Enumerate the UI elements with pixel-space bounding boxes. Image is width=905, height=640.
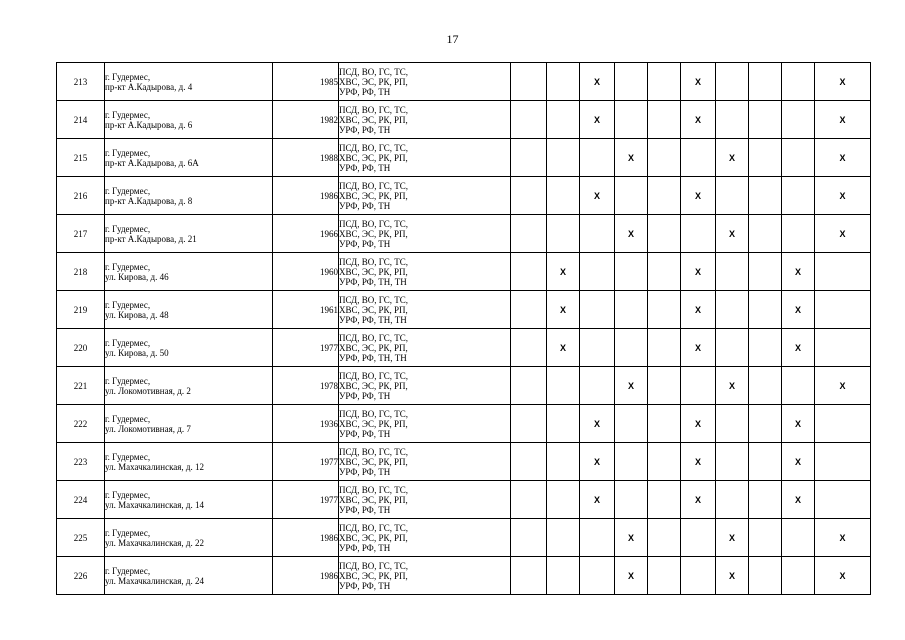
services-line-2: ХВС, ЭС, РК, РП, <box>339 342 408 353</box>
year-built: 1966 <box>273 215 339 253</box>
mark-cell: X <box>815 101 871 139</box>
mark-cell: X <box>681 405 716 443</box>
address-street: ул. Локомотивная, д. 2 <box>105 385 191 396</box>
mark-cell <box>511 481 547 519</box>
services-line-1: ПСД, ВО, ГС, ТС, <box>339 142 409 153</box>
services-cell <box>339 101 511 139</box>
services-line-3: УРФ, РФ, ТН <box>339 466 391 477</box>
address-cell <box>105 519 273 557</box>
mark-cell: X <box>615 367 648 405</box>
services-line-2: ХВС, ЭС, РК, РП, <box>339 76 408 87</box>
mark-cell <box>749 139 782 177</box>
services-line-1: ПСД, ВО, ГС, ТС, <box>339 294 409 305</box>
address-cell <box>105 63 273 101</box>
mark-cell: X <box>815 215 871 253</box>
services-line-2: ХВС, ЭС, РК, РП, <box>339 494 408 505</box>
services-line-1: ПСД, ВО, ГС, ТС, <box>339 560 409 571</box>
year-built: 1977 <box>273 443 339 481</box>
address-city: г. Гудермес, <box>105 489 151 500</box>
row-number: 216 <box>57 177 105 215</box>
services-line-2: ХВС, ЭС, РК, РП, <box>339 418 408 429</box>
building-registry-table <box>56 62 871 595</box>
address-cell <box>105 481 273 519</box>
row-number: 220 <box>57 329 105 367</box>
mark-cell <box>716 177 749 215</box>
row-number: 223 <box>57 443 105 481</box>
row-number: 214 <box>57 101 105 139</box>
mark-cell <box>511 291 547 329</box>
mark-cell <box>648 63 681 101</box>
mark-cell <box>716 291 749 329</box>
services-cell <box>339 405 511 443</box>
mark-cell <box>511 443 547 481</box>
year-built: 1986 <box>273 557 339 595</box>
address-street: пр-кт А.Кадырова, д. 6А <box>105 157 199 168</box>
mark-cell <box>681 367 716 405</box>
address-cell <box>105 557 273 595</box>
mark-cell: X <box>782 253 815 291</box>
services-line-3: УРФ, РФ, ТН <box>339 428 391 439</box>
mark-cell <box>511 101 547 139</box>
address-cell <box>105 177 273 215</box>
mark-cell <box>782 177 815 215</box>
services-cell <box>339 519 511 557</box>
services-cell <box>339 481 511 519</box>
address-cell <box>105 215 273 253</box>
mark-cell <box>815 253 871 291</box>
table-row <box>57 519 871 557</box>
row-number: 226 <box>57 557 105 595</box>
mark-cell <box>547 63 580 101</box>
row-number: 219 <box>57 291 105 329</box>
mark-cell <box>749 481 782 519</box>
mark-cell: X <box>716 557 749 595</box>
services-line-2: ХВС, ЭС, РК, РП, <box>339 190 408 201</box>
services-line-3: УРФ, РФ, ТН <box>339 542 391 553</box>
row-number: 217 <box>57 215 105 253</box>
address-street: ул. Кирова, д. 46 <box>105 271 169 282</box>
mark-cell <box>615 253 648 291</box>
address-street: пр-кт А.Кадырова, д. 8 <box>105 195 193 206</box>
services-line-2: ХВС, ЭС, РК, РП, <box>339 266 408 277</box>
mark-cell <box>547 557 580 595</box>
services-cell <box>339 253 511 291</box>
services-cell <box>339 329 511 367</box>
services-line-2: ХВС, ЭС, РК, РП, <box>339 114 408 125</box>
mark-cell <box>648 405 681 443</box>
address-street: пр-кт А.Кадырова, д. 6 <box>105 119 193 130</box>
mark-cell <box>681 215 716 253</box>
year-built: 1986 <box>273 177 339 215</box>
mark-cell: X <box>580 101 615 139</box>
row-number: 218 <box>57 253 105 291</box>
mark-cell <box>749 557 782 595</box>
services-cell <box>339 443 511 481</box>
address-city: г. Гудермес, <box>105 223 151 234</box>
address-street: ул. Локомотивная, д. 7 <box>105 423 191 434</box>
mark-cell <box>648 329 681 367</box>
row-number: 224 <box>57 481 105 519</box>
mark-cell <box>615 443 648 481</box>
services-line-3: УРФ, РФ, ТН <box>339 200 391 211</box>
table-row <box>57 329 871 367</box>
mark-cell: X <box>782 291 815 329</box>
mark-cell <box>749 519 782 557</box>
mark-cell <box>749 63 782 101</box>
mark-cell <box>716 443 749 481</box>
year-built: 1961 <box>273 291 339 329</box>
services-line-3: УРФ, РФ, ТН <box>339 162 391 173</box>
mark-cell: X <box>681 329 716 367</box>
mark-cell <box>782 215 815 253</box>
services-cell <box>339 557 511 595</box>
mark-cell <box>580 329 615 367</box>
year-built: 1982 <box>273 101 339 139</box>
mark-cell <box>615 329 648 367</box>
mark-cell: X <box>580 443 615 481</box>
services-line-1: ПСД, ВО, ГС, ТС, <box>339 370 409 381</box>
year-built: 1986 <box>273 519 339 557</box>
year-built: 1960 <box>273 253 339 291</box>
mark-cell <box>511 329 547 367</box>
table-row <box>57 101 871 139</box>
mark-cell: X <box>716 139 749 177</box>
mark-cell <box>749 253 782 291</box>
mark-cell <box>547 215 580 253</box>
mark-cell: X <box>681 481 716 519</box>
address-cell <box>105 329 273 367</box>
mark-cell <box>815 405 871 443</box>
services-line-1: ПСД, ВО, ГС, ТС, <box>339 104 409 115</box>
mark-cell <box>511 557 547 595</box>
row-number: 213 <box>57 63 105 101</box>
mark-cell <box>782 139 815 177</box>
table-row <box>57 63 871 101</box>
mark-cell <box>749 101 782 139</box>
services-cell <box>339 291 511 329</box>
mark-cell <box>782 367 815 405</box>
mark-cell <box>547 177 580 215</box>
address-cell <box>105 101 273 139</box>
mark-cell <box>749 215 782 253</box>
table-row <box>57 139 871 177</box>
mark-cell <box>615 405 648 443</box>
mark-cell <box>782 519 815 557</box>
address-street: ул. Махачкалинская, д. 22 <box>105 537 205 548</box>
mark-cell <box>749 177 782 215</box>
mark-cell <box>648 481 681 519</box>
mark-cell <box>782 557 815 595</box>
mark-cell <box>615 63 648 101</box>
services-cell <box>339 139 511 177</box>
services-line-1: ПСД, ВО, ГС, ТС, <box>339 522 409 533</box>
address-cell <box>105 139 273 177</box>
year-built: 1985 <box>273 63 339 101</box>
mark-cell <box>716 101 749 139</box>
address-street: пр-кт А.Кадырова, д. 4 <box>105 81 193 92</box>
mark-cell <box>547 481 580 519</box>
services-line-1: ПСД, ВО, ГС, ТС, <box>339 256 409 267</box>
mark-cell <box>749 367 782 405</box>
mark-cell <box>511 405 547 443</box>
services-cell <box>339 63 511 101</box>
mark-cell <box>681 139 716 177</box>
mark-cell: X <box>615 139 648 177</box>
mark-cell <box>511 367 547 405</box>
table-row <box>57 405 871 443</box>
table-row <box>57 215 871 253</box>
address-city: г. Гудермес, <box>105 565 151 576</box>
address-city: г. Гудермес, <box>105 185 151 196</box>
mark-cell <box>716 63 749 101</box>
year-built: 1988 <box>273 139 339 177</box>
mark-cell <box>749 329 782 367</box>
mark-cell <box>815 291 871 329</box>
services-line-2: ХВС, ЭС, РК, РП, <box>339 380 408 391</box>
mark-cell <box>648 177 681 215</box>
mark-cell: X <box>681 101 716 139</box>
services-cell <box>339 215 511 253</box>
mark-cell: X <box>615 519 648 557</box>
address-street: пр-кт А.Кадырова, д. 21 <box>105 233 197 244</box>
address-city: г. Гудермес, <box>105 375 151 386</box>
services-line-2: ХВС, ЭС, РК, РП, <box>339 228 408 239</box>
address-city: г. Гудермес, <box>105 337 151 348</box>
mark-cell <box>648 139 681 177</box>
mark-cell <box>749 405 782 443</box>
year-built: 1978 <box>273 367 339 405</box>
address-city: г. Гудермес, <box>105 71 151 82</box>
address-street: ул. Махачкалинская, д. 24 <box>105 575 205 586</box>
services-line-2: ХВС, ЭС, РК, РП, <box>339 304 408 315</box>
mark-cell: X <box>716 367 749 405</box>
mark-cell <box>511 215 547 253</box>
page-number: 17 <box>446 32 459 46</box>
mark-cell <box>511 519 547 557</box>
mark-cell <box>547 405 580 443</box>
address-street: ул. Махачкалинская, д. 12 <box>105 461 205 472</box>
services-line-2: ХВС, ЭС, РК, РП, <box>339 532 408 543</box>
mark-cell: X <box>681 177 716 215</box>
address-city: г. Гудермес, <box>105 261 151 272</box>
mark-cell: X <box>580 177 615 215</box>
table-row <box>57 481 871 519</box>
row-number: 225 <box>57 519 105 557</box>
address-city: г. Гудермес, <box>105 451 151 462</box>
services-line-2: ХВС, ЭС, РК, РП, <box>339 152 408 163</box>
mark-cell <box>648 443 681 481</box>
table-row <box>57 291 871 329</box>
mark-cell <box>815 329 871 367</box>
row-number: 222 <box>57 405 105 443</box>
mark-cell <box>782 101 815 139</box>
mark-cell: X <box>580 481 615 519</box>
mark-cell <box>648 101 681 139</box>
address-city: г. Гудермес, <box>105 147 151 158</box>
mark-cell: X <box>815 367 871 405</box>
mark-cell <box>580 367 615 405</box>
mark-cell <box>511 253 547 291</box>
mark-cell <box>716 405 749 443</box>
address-cell <box>105 367 273 405</box>
address-cell <box>105 405 273 443</box>
mark-cell <box>547 519 580 557</box>
mark-cell <box>648 519 681 557</box>
mark-cell <box>580 139 615 177</box>
mark-cell <box>511 177 547 215</box>
mark-cell: X <box>782 405 815 443</box>
services-cell <box>339 177 511 215</box>
mark-cell <box>615 481 648 519</box>
services-cell <box>339 367 511 405</box>
services-line-3: УРФ, РФ, ТН <box>339 504 391 515</box>
year-built: 1936 <box>273 405 339 443</box>
services-line-3: УРФ, РФ, ТН, ТН <box>339 352 407 363</box>
services-line-3: УРФ, РФ, ТН, ТН <box>339 314 407 325</box>
services-line-1: ПСД, ВО, ГС, ТС, <box>339 446 409 457</box>
mark-cell <box>580 291 615 329</box>
mark-cell <box>511 63 547 101</box>
services-line-1: ПСД, ВО, ГС, ТС, <box>339 66 409 77</box>
mark-cell: X <box>681 63 716 101</box>
year-built: 1977 <box>273 481 339 519</box>
mark-cell <box>615 101 648 139</box>
mark-cell: X <box>681 291 716 329</box>
row-number: 221 <box>57 367 105 405</box>
mark-cell <box>749 291 782 329</box>
mark-cell: X <box>580 405 615 443</box>
mark-cell <box>547 139 580 177</box>
services-line-3: УРФ, РФ, ТН <box>339 238 391 249</box>
address-street: ул. Махачкалинская, д. 14 <box>105 499 205 510</box>
services-line-3: УРФ, РФ, ТН <box>339 580 391 591</box>
services-line-3: УРФ, РФ, ТН, ТН <box>339 276 407 287</box>
address-street: ул. Кирова, д. 50 <box>105 347 169 358</box>
mark-cell <box>782 63 815 101</box>
mark-cell <box>547 367 580 405</box>
mark-cell <box>815 481 871 519</box>
mark-cell: X <box>815 519 871 557</box>
mark-cell <box>580 215 615 253</box>
table-row <box>57 443 871 481</box>
mark-cell: X <box>782 481 815 519</box>
address-street: ул. Кирова, д. 48 <box>105 309 169 320</box>
services-line-1: ПСД, ВО, ГС, ТС, <box>339 484 409 495</box>
address-city: г. Гудермес, <box>105 109 151 120</box>
services-line-3: УРФ, РФ, ТН <box>339 124 391 135</box>
mark-cell: X <box>547 291 580 329</box>
mark-cell <box>648 367 681 405</box>
mark-cell: X <box>580 63 615 101</box>
table-row <box>57 557 871 595</box>
mark-cell <box>648 291 681 329</box>
services-line-3: УРФ, РФ, ТН <box>339 86 391 97</box>
mark-cell: X <box>815 557 871 595</box>
address-cell <box>105 253 273 291</box>
address-cell <box>105 291 273 329</box>
mark-cell <box>615 177 648 215</box>
mark-cell <box>815 443 871 481</box>
mark-cell: X <box>547 253 580 291</box>
table-row <box>57 177 871 215</box>
mark-cell <box>580 519 615 557</box>
mark-cell: X <box>615 215 648 253</box>
services-line-1: ПСД, ВО, ГС, ТС, <box>339 332 409 343</box>
mark-cell: X <box>815 139 871 177</box>
mark-cell <box>547 443 580 481</box>
mark-cell: X <box>681 443 716 481</box>
address-cell <box>105 443 273 481</box>
mark-cell <box>615 291 648 329</box>
mark-cell <box>716 329 749 367</box>
services-line-1: ПСД, ВО, ГС, ТС, <box>339 218 409 229</box>
mark-cell <box>681 519 716 557</box>
mark-cell: X <box>547 329 580 367</box>
mark-cell <box>749 443 782 481</box>
year-built: 1977 <box>273 329 339 367</box>
row-number: 215 <box>57 139 105 177</box>
mark-cell <box>716 253 749 291</box>
address-city: г. Гудермес, <box>105 527 151 538</box>
mark-cell: X <box>815 63 871 101</box>
mark-cell: X <box>716 519 749 557</box>
address-city: г. Гудермес, <box>105 299 151 310</box>
mark-cell <box>580 253 615 291</box>
mark-cell <box>580 557 615 595</box>
mark-cell <box>547 101 580 139</box>
mark-cell: X <box>716 215 749 253</box>
mark-cell: X <box>782 329 815 367</box>
services-line-3: УРФ, РФ, ТН <box>339 390 391 401</box>
mark-cell <box>648 253 681 291</box>
address-city: г. Гудермес, <box>105 413 151 424</box>
services-line-2: ХВС, ЭС, РК, РП, <box>339 456 408 467</box>
mark-cell: X <box>815 177 871 215</box>
table-row <box>57 367 871 405</box>
mark-cell: X <box>615 557 648 595</box>
services-line-1: ПСД, ВО, ГС, ТС, <box>339 180 409 191</box>
mark-cell <box>511 139 547 177</box>
services-line-1: ПСД, ВО, ГС, ТС, <box>339 408 409 419</box>
mark-cell <box>681 557 716 595</box>
mark-cell <box>648 215 681 253</box>
mark-cell: X <box>782 443 815 481</box>
table-row <box>57 253 871 291</box>
mark-cell: X <box>681 253 716 291</box>
mark-cell <box>648 557 681 595</box>
services-line-2: ХВС, ЭС, РК, РП, <box>339 570 408 581</box>
mark-cell <box>716 481 749 519</box>
